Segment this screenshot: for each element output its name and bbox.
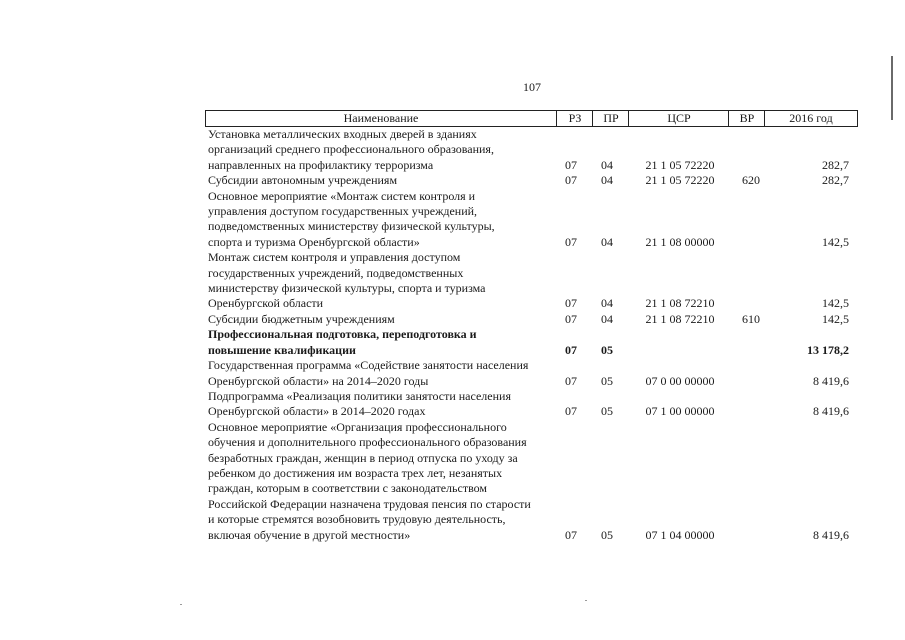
row-amount: 142,5: [822, 296, 849, 311]
row-vr: 620: [742, 173, 760, 188]
row-name: Установка металлических входных дверей в зданиях организаций среднего профессионального образования, направленных на профилактику терроризма: [208, 127, 494, 172]
row-rz: 07: [565, 296, 577, 311]
row-csr: 21 1 08 72210: [645, 296, 715, 311]
row-name: Основное мероприятие «Монтаж систем контроля и управления доступом государственных учреждений, подведомственных министерству физической культуры, спорта и туризма Оренбургской области»: [208, 188, 495, 249]
header-pr: ПР: [592, 111, 629, 126]
row-name: Подпрограмма «Реализация политики занятости населения Оренбургской области» в 2014–2020 годах: [208, 388, 511, 419]
row-name: Субсидии автономным учреждениям: [208, 173, 398, 188]
row-rz: 07: [565, 234, 577, 249]
row-csr: 21 1 05 72220: [645, 157, 715, 172]
row-csr: 21 1 08 00000: [645, 234, 715, 249]
row-amount: 142,5: [822, 311, 849, 326]
header-csr: ЦСР: [628, 111, 729, 126]
row-rz: 07: [565, 404, 577, 419]
row-pr: 05: [601, 404, 613, 419]
page-number: 107: [523, 80, 541, 94]
row-name: Субсидии бюджетным учреждениям: [208, 311, 395, 326]
row-name: Государственная программа «Содействие занятости населения Оренбургской области» на 2014–2020 годы: [208, 358, 529, 388]
row-amount: 8 419,6: [813, 373, 849, 388]
table-body: [205, 127, 856, 543]
row-pr: 05: [601, 373, 613, 388]
header-vr: ВР: [728, 111, 765, 126]
row-name: Основное мероприятие «Организация профессионального обучения и дополнительного профессионального образования безработных граждан, женщин в период отпуска по уходу за ребенком до достижения им возраста трех лет, незанятых граждан, которым в соответствии с законодательством Российской Федерации назначена трудовая пенсия по старости и которые стремятся возобновить трудовую деятельность, включая обучение в другой местности»: [208, 419, 531, 542]
scan-edge-mark: [891, 56, 893, 120]
row-pr: 05: [601, 342, 613, 357]
table-row: [205, 173, 856, 188]
row-pr: 04: [601, 311, 613, 326]
row-pr: 04: [601, 157, 613, 172]
table-row: [205, 358, 856, 389]
row-amount: 8 419,6: [813, 404, 849, 419]
scan-speck: [180, 604, 182, 605]
row-rz: 07: [565, 527, 577, 542]
row-rz: 07: [565, 157, 577, 172]
table-row: [205, 327, 856, 358]
row-name: Монтаж систем контроля и управления доступом государственных учреждений, подведомственных министерству физической культуры, спорта и туризма Оренбургской области: [208, 250, 486, 311]
row-csr: 07 0 00 00000: [645, 373, 715, 388]
table-row: [205, 389, 856, 420]
header-year: 2016 год: [764, 111, 857, 126]
row-pr: 04: [601, 173, 613, 188]
header-name: Наименование: [343, 111, 419, 125]
row-rz: 07: [565, 342, 577, 357]
row-rz: 07: [565, 311, 577, 326]
row-csr: 21 1 08 72210: [645, 311, 715, 326]
row-csr: 07 1 04 00000: [645, 527, 715, 542]
row-amount: 142,5: [822, 234, 849, 249]
row-name: Профессиональная подготовка, переподготовка и повышение квалификации: [208, 327, 477, 357]
header-rz: РЗ: [556, 111, 593, 126]
row-csr: 07 1 00 00000: [645, 404, 715, 419]
scan-speck: [585, 600, 587, 601]
table-row: [205, 189, 856, 251]
row-amount: 282,7: [822, 157, 849, 172]
row-pr: 04: [601, 296, 613, 311]
row-rz: 07: [565, 173, 577, 188]
table-header: [205, 110, 858, 127]
row-amount: 8 419,6: [813, 527, 849, 542]
row-rz: 07: [565, 373, 577, 388]
row-pr: 05: [601, 527, 613, 542]
row-amount: 282,7: [822, 173, 849, 188]
row-vr: 610: [742, 311, 760, 326]
table-row: [205, 312, 856, 327]
table-row: [205, 420, 856, 543]
table-row: [205, 127, 856, 173]
row-pr: 04: [601, 234, 613, 249]
row-csr: 21 1 05 72220: [645, 173, 715, 188]
table-row: [205, 250, 856, 312]
row-amount: 13 178,2: [807, 342, 849, 357]
